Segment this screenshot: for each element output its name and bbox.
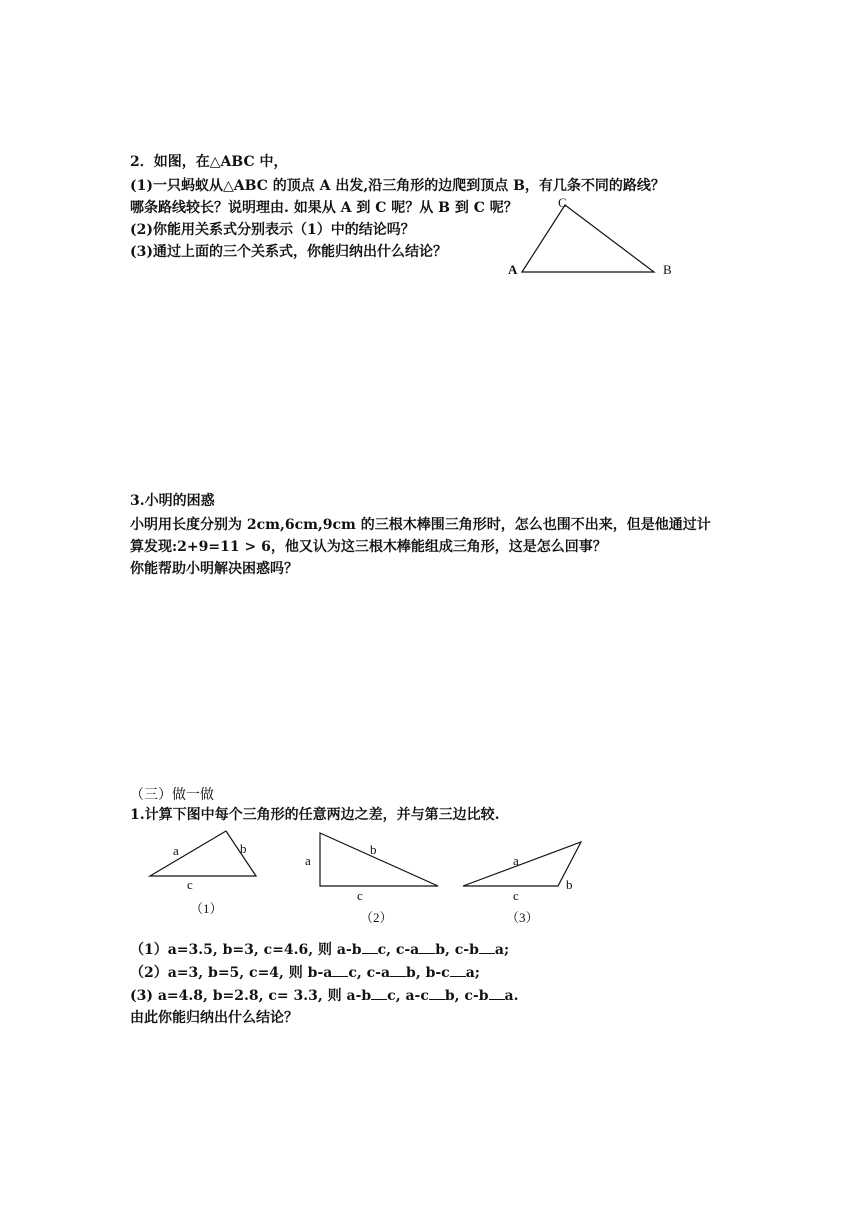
q2-part1: (1)一只蚂蚁从△ABC 的顶点 A 出发,沿三角形的边爬到顶点 B，有几条不同的路线？ [130,178,665,194]
answer-blank[interactable] [419,940,435,954]
q3-line1: 小明用长度分别为 2cm,6cm,9cm 的三根木棒围三角形时，怎么也围不出来，但是他通过计 [130,517,711,533]
vertex-a-label: A [508,262,518,277]
row1-seg3: a; [494,942,510,958]
q3-title: 3.小明的困惑 [130,493,215,509]
tri1-side-b-label: b [240,841,247,856]
tri3-side-a-label: a [513,853,519,868]
row2-seg2: b, b-c [406,965,450,981]
row2-seg1: c, c-a [348,965,391,981]
triangle-abc [522,205,654,272]
triangle-3 [463,842,581,886]
tri1-side-a-label: a [173,843,179,858]
tri2-side-b-label: b [370,842,377,857]
answer-blank[interactable] [390,963,406,977]
exercise-row-1 [130,940,509,959]
answer-blank[interactable] [332,963,348,977]
row1-prefix: （1）a=3.5, b=3, c=4.6, 则 a-b [130,942,362,958]
q2-title: 2．如图，在△ABC 中， [130,154,288,170]
row3-seg3: a. [504,988,519,1004]
q2-part3: (3)通过上面的三个关系式，你能归纳出什么结论？ [130,244,447,260]
vertex-b-label: B [663,262,672,277]
sec3-q1: 1.计算下图中每个三角形的任意两边之差，并与第三边比较. [130,807,500,823]
q3-line2: 算发现:2+9=11 > 6，他又认为这三根木棒能组成三角形，这是怎么回事？ [130,539,607,555]
row3-prefix: (3) a=4.8, b=2.8, c= 3.3, 则 a-b [130,988,372,1004]
tri2-caption: （2） [360,910,393,925]
tri3-caption: （3） [506,910,539,925]
q2-part1-cont: 哪条路线较长？说明理由. 如果从 A 到 C 呢？从 B 到 C 呢？ [130,200,518,216]
row1-seg2: b, c-b [435,942,479,958]
answer-blank[interactable] [371,986,387,1000]
triangle-2-diagram [315,825,445,890]
tri2-side-a-label: a [305,853,311,868]
row3-seg2: b, c-b [444,988,489,1004]
triangle-1-diagram [145,825,265,885]
tri1-side-c-label: c [187,877,193,892]
tri2-side-c-label: c [357,888,363,903]
conclusion-prompt: 由此你能归纳出什么结论？ [130,1010,298,1026]
answer-blank[interactable] [362,940,378,954]
answer-blank[interactable] [479,940,495,954]
tri3-side-b-label: b [566,877,573,892]
section-heading: （三）做一做 [130,787,214,803]
triangle-2 [320,833,438,886]
row2-seg3: a; [465,965,480,981]
triangle-abc-diagram [515,195,665,280]
answer-blank[interactable] [429,986,445,1000]
q2-part2: (2)你能用关系式分别表示（1）中的结论吗？ [130,222,415,238]
row2-prefix: （2）a=3, b=5, c=4, 则 b-a [130,965,333,981]
tri3-side-c-label: c [513,888,519,903]
exercise-row-2 [130,963,480,982]
row3-seg1: c, a-c [387,988,429,1004]
answer-blank[interactable] [450,963,466,977]
tri1-caption: （1） [190,901,223,916]
row1-seg1: c, c-a [377,942,420,958]
exercise-row-3 [130,986,518,1005]
vertex-c-label: C [558,195,567,210]
q3-line3: 你能帮助小明解决困惑吗？ [130,561,298,577]
answer-blank[interactable] [489,986,505,1000]
